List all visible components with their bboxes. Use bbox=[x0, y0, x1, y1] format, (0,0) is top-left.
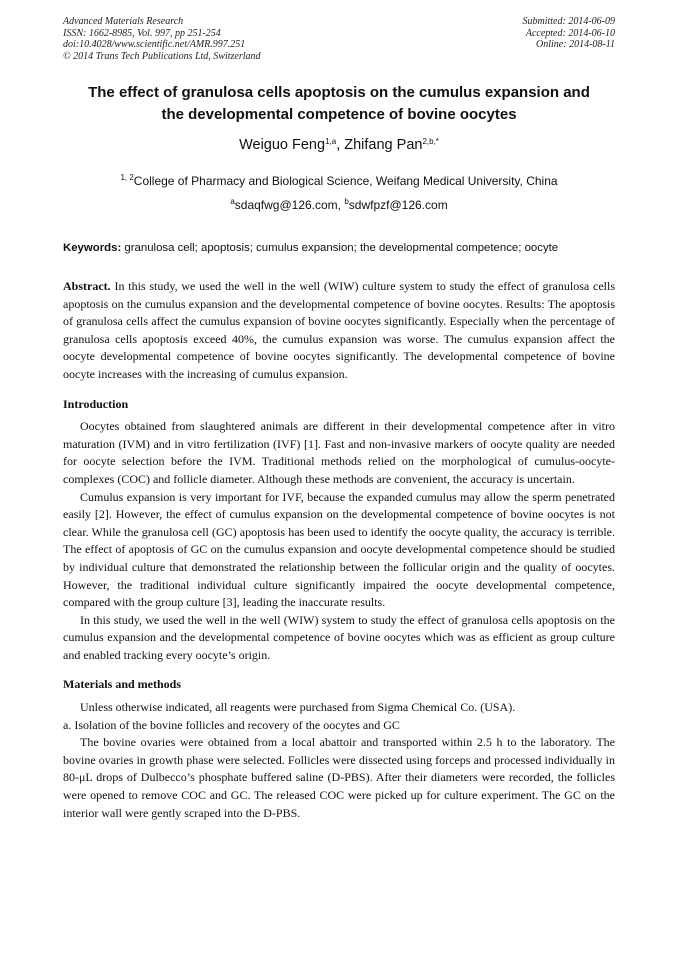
author-2: Zhifang Pan bbox=[344, 137, 423, 153]
affiliation-text: College of Pharmacy and Biological Science, Weifang Medical University, China bbox=[133, 174, 558, 188]
email-b-sup: b bbox=[344, 197, 349, 206]
introduction-paragraph-3: In this study, we used the well in the well (WIW) system to study the effect of granulosa cells apoptosis on the cumulus expansion and the developmental competence of bovine oocytes which was as efficient as group culture and enabled tracking every oocyte’s origin. bbox=[63, 612, 615, 662]
title-line-2: the developmental competence of bovine oocytes bbox=[161, 106, 517, 123]
email-separator: , bbox=[337, 198, 345, 212]
abstract-label: Abstract. bbox=[63, 279, 111, 293]
author-list bbox=[40, 136, 638, 154]
author-emails bbox=[40, 198, 638, 213]
copyright-line: © 2014 Trans Tech Publications Ltd, Switzerland bbox=[63, 50, 261, 62]
methods-heading: Materials and methods bbox=[63, 677, 181, 692]
author-separator: , bbox=[336, 137, 345, 153]
submitted-date: Submitted: 2014-06-09 bbox=[522, 16, 615, 27]
keywords-label: Keywords: bbox=[63, 242, 122, 254]
doi-line[interactable]: doi:10.4028/www.scientific.net/AMR.997.251 bbox=[63, 39, 246, 50]
introduction-heading: Introduction bbox=[63, 396, 129, 411]
paper-body bbox=[63, 278, 615, 822]
introduction-paragraph-1: Oocytes obtained from slaughtered animals are different in their developmental competence after in vitro maturation (IVM) and in vitro fertilization (IVF) [1]. Fast and non-invasive markers of oocyte quality are needed for oocyte selection before the IVM. Traditional methods relied on the morphological of cumulus-oocyte-complexes (COC) and follicle diameter. Although these methods are convenient, the accuracy is uncertain. bbox=[63, 419, 615, 486]
author-1-sup: 1,a bbox=[325, 137, 337, 146]
email-b[interactable]: sdwfpzf@126.com bbox=[348, 198, 448, 212]
dates-header bbox=[523, 16, 616, 51]
abstract bbox=[63, 278, 615, 384]
email-a-sup: a bbox=[230, 197, 235, 206]
journal-name: Advanced Materials Research bbox=[63, 16, 184, 27]
online-date: Online: 2014-08-11 bbox=[536, 39, 615, 50]
introduction-paragraph-2: Cumulus expansion is very important for IVF, because the expanded cumulus may allow the sperm penetrated easily [2]. However, the effect of cumulus expansion on the developmental competence of bovine oocytes is not clear. While the granulosa cell (GC) apoptosis has been used to identify the oocyte quality, the accuracy is terrible. The effect of apoptosis of GC on the cumulus expansion and oocyte developmental competence should be studied by individual culture that demonstrated the relationship between the follicular origin and the quality of oocytes. However, the traditional individual culture significantly impaired the oocyte developmental competence, compared with the group culture [3], leading the inaccurate results. bbox=[63, 489, 615, 610]
email-a[interactable]: sdaqfwg@126.com bbox=[234, 198, 338, 212]
affiliation bbox=[40, 174, 638, 189]
paper-title bbox=[40, 82, 638, 126]
abstract-text: In this study, we used the well in the well (WIW) culture system to study the effect of granulosa cells apoptosis on the cumulus expansion and the developmental competence of bovine oocytes. Results: The apoptosis of granulosa cells affect the cumulus expansion of bovine oocytes significantly. Especially when the percentage of granulosa cells apoptosis exceed 40%, the cumulus expansion was worse. The cumulus expansion affect the oocyte developmental competence of bovine oocytes significantly. The developmental competence of bovine oocyte increases with the increasing of cumulus expansion. bbox=[63, 279, 615, 381]
author-2-sup: 2,b,* bbox=[422, 137, 439, 146]
methods-paragraph-2: The bovine ovaries were obtained from a local abattoir and transported within 2.5 h to the laboratory. The bovine ovaries in growth phase were selected. Follicles were dissected using forceps and processed individually in 80-μL drops of Dulbecco’s phosphate buffered saline (D-PBS). After their diameters were recorded, the follicles were opened to remove COC and GC. The released COC were picked up for culture experiment. The GC on the interior wall were gently scraped into the D-PBS. bbox=[63, 735, 615, 820]
keywords-text: granulosa cell; apoptosis; cumulus expansion; the developmental competence; oocyte bbox=[121, 242, 559, 254]
accepted-date: Accepted: 2014-06-10 bbox=[525, 27, 615, 39]
methods-subheading: a. Isolation of the bovine follicles and recovery of the oocytes and GC bbox=[63, 717, 400, 732]
keywords bbox=[63, 241, 623, 256]
journal-header bbox=[63, 16, 261, 62]
author-1: Weiguo Feng bbox=[239, 137, 326, 153]
title-line-1: The effect of granulosa cells apoptosis on the cumulus expansion and bbox=[88, 84, 590, 101]
methods-paragraph-1: Unless otherwise indicated, all reagents were purchased from Sigma Chemical Co. (USA). bbox=[80, 700, 516, 715]
issn-line: ISSN: 1662-8985, Vol. 997, pp 251-254 bbox=[63, 27, 221, 39]
affiliation-sup: 1, 2 bbox=[120, 173, 134, 182]
